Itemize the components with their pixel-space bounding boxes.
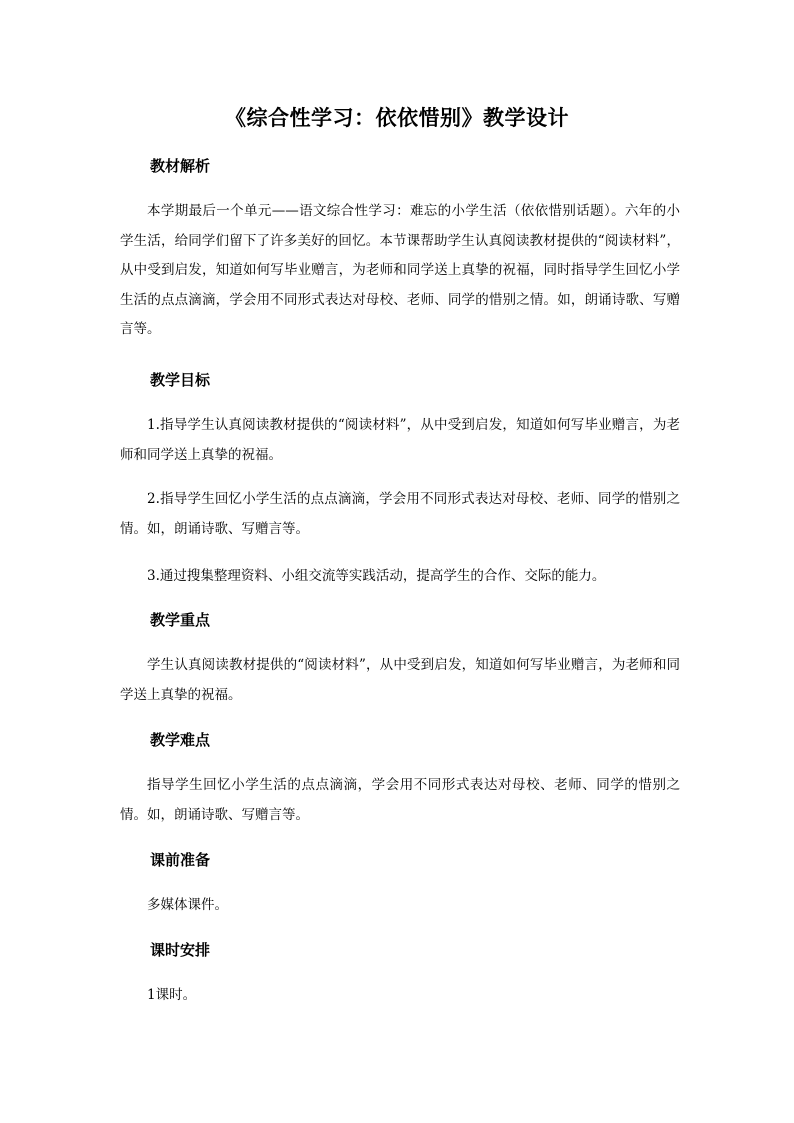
section-heading-preparation: 课前准备: [150, 851, 211, 869]
paragraph-key-points: 学生认真阅读教材提供的“阅读材料”，从中受到启发，知道如何写毕业赠言，为老师和同学送上真挚的祝福。: [120, 657, 680, 703]
document-title: 《综合性学习：依依惜别》教学设计: [225, 105, 569, 130]
paragraph-difficult-points: 指导学生回忆小学生活的点点滴滴，学会用不同形式表达对母校、老师、同学的惜别之情。如，朗诵诗歌、写赠言等。: [120, 777, 680, 823]
paragraph-goal-1: 1.指导学生认真阅读教材提供的“阅读材料”，从中受到启发，知道如何写毕业赠言，为老师和同学送上真挚的祝福。: [120, 417, 680, 463]
section-heading-difficult-points: 教学难点: [150, 731, 211, 749]
paragraph-preparation: 多媒体课件。: [147, 897, 228, 913]
section-heading-textbook-analysis: 教材解析: [150, 157, 211, 175]
section-heading-key-points: 教学重点: [150, 611, 211, 629]
paragraph-goal-3: 3.通过搜集整理资料、小组交流等实践活动，提高学生的合作、交际的能力。: [147, 568, 606, 584]
section-heading-teaching-goals: 教学目标: [150, 371, 211, 389]
section-heading-schedule: 课时安排: [150, 941, 211, 959]
paragraph-schedule: 1课时。: [147, 987, 197, 1003]
paragraph-goal-2: 2.指导学生回忆小学生活的点点滴滴，学会用不同形式表达对母校、老师、同学的惜别之情。如，朗诵诗歌、写赠言等。: [120, 491, 680, 537]
paragraph-textbook-analysis: 本学期最后一个单元——语文综合性学习：难忘的小学生活（依依惜别话题）。六年的小学生活，给同学们留下了许多美好的回忆。本节课帮助学生认真阅读教材提供的“阅读材料”，从中受到启发，知道如何写毕业赠言，为老师和同学送上真挚的祝福，同时指导学生回忆小学生活的点点滴滴，学会用不同形式表达对母校、老师、同学的惜别之情。如，朗诵诗歌、写赠言等。: [120, 203, 680, 337]
